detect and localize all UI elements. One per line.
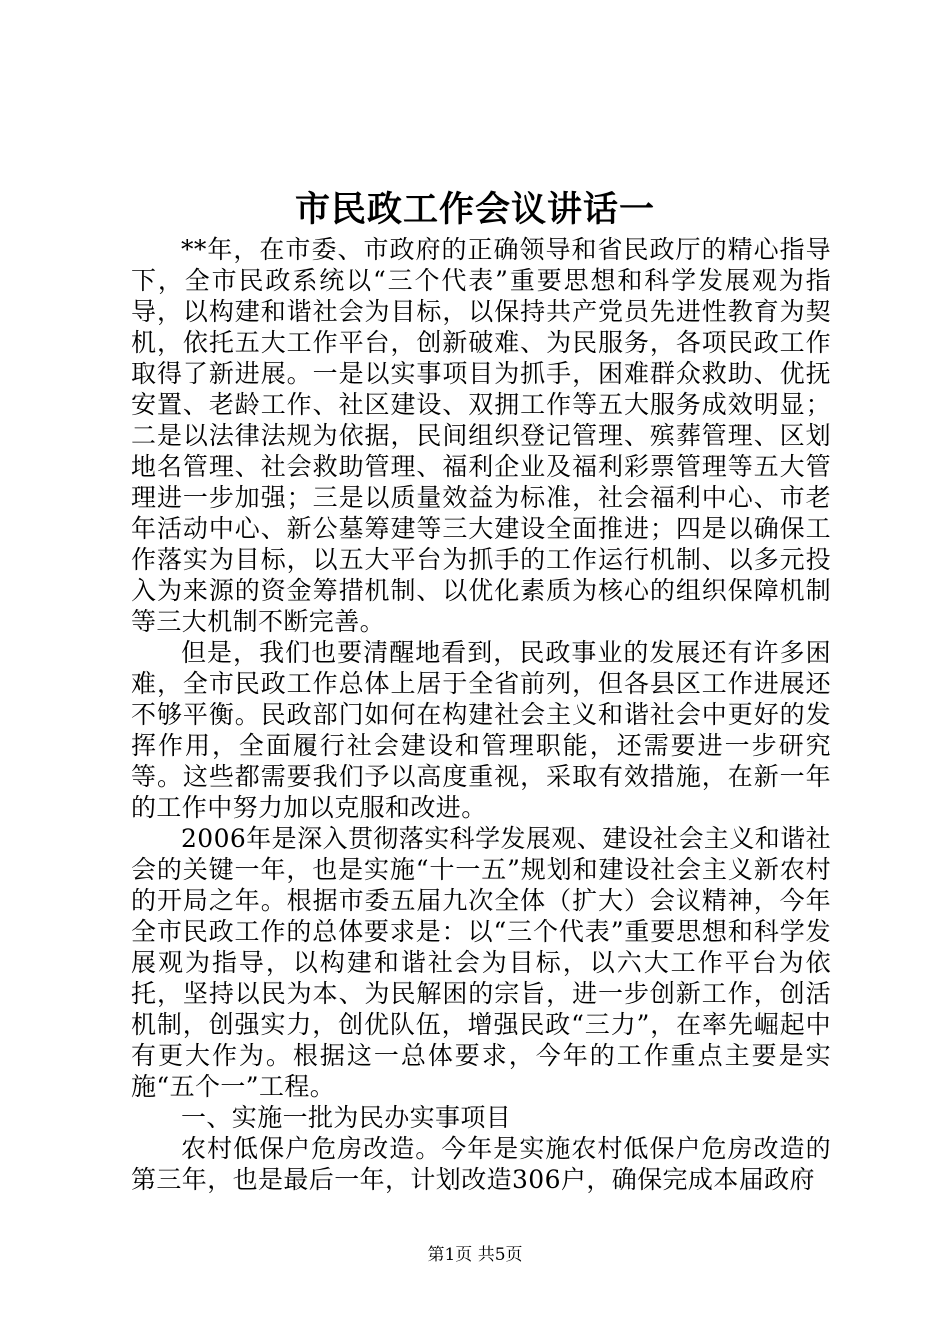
paragraph-challenges: 但是，我们也要清醒地看到，民政事业的发展还有许多困难，全市民政工作总体上居于全省前列，但各县区工作进展还不够平衡。民政部门如何在构建社会主义和谐社会中更好的发挥作用，全面履行社会建设和管理职能，还需要进一步研究等。这些都需要我们予以高度重视，采取有效措施，在新一年的工作中努力加以克服和改进。 [131,638,831,822]
page-number: 第1页 共5页 [427,1245,523,1265]
paragraph-housing: 农村低保户危房改造。今年是实施农村低保户危房改造的第三年，也是最后一年，计划改造306户，确保完成本届政府 [131,1134,831,1194]
document-title: 市民政工作会议讲话一 [294,189,655,230]
document-body [131,234,831,1195]
section-heading-1: 一、实施一批为民办实事项目 [181,1103,512,1132]
paragraph-summary: **年，在市委、市政府的正确领导和省民政厅的精心指导下，全市民政系统以“三个代表”重要思想和科学发展观为指导，以构建和谐社会为目标，以保持共产党员先进性教育为契机，依托五大工作平台，创新破难、为民服务，各项民政工作取得了新进展。一是以实事项目为抓手，困难群众救助、优抚安置、老龄工作、社区建设、双拥工作等五大服务成效明显；二是以法律法规为依据，民间组织登记管理、殡葬管理、区划地名管理、社会救助管理、福利企业及福利彩票管理等五大管理进一步加强；三是以质量效益为标准，社会福利中心、市老年活动中心、新公墓筹建等三大建设全面推进；四是以确保工作落实为目标，以五大平台为抓手的工作运行机制、以多元投入为来源的资金筹措机制、以优化素质为核心的组织保障机制等三大机制不断完善。 [131,235,831,636]
paragraph-requirements: 2006年是深入贯彻落实科学发展观、建设社会主义和谐社会的关键一年，也是实施“十一五”规划和建设社会主义新农村的开局之年。根据市委五届九次全体（扩大）会议精神，今年全市民政工作的总体要求是：以“三个代表”重要思想和科学发展观为指导，以构建和谐社会为目标，以六大工作平台为依托，坚持以民为本、为民解困的宗旨，进一步创新工作，创活机制，创强实力，创优队伍，增强民政“三力”，在率先崛起中有更大作为。根据这一总体要求，今年的工作重点主要是实施“五个一”工程。 [131,824,831,1101]
